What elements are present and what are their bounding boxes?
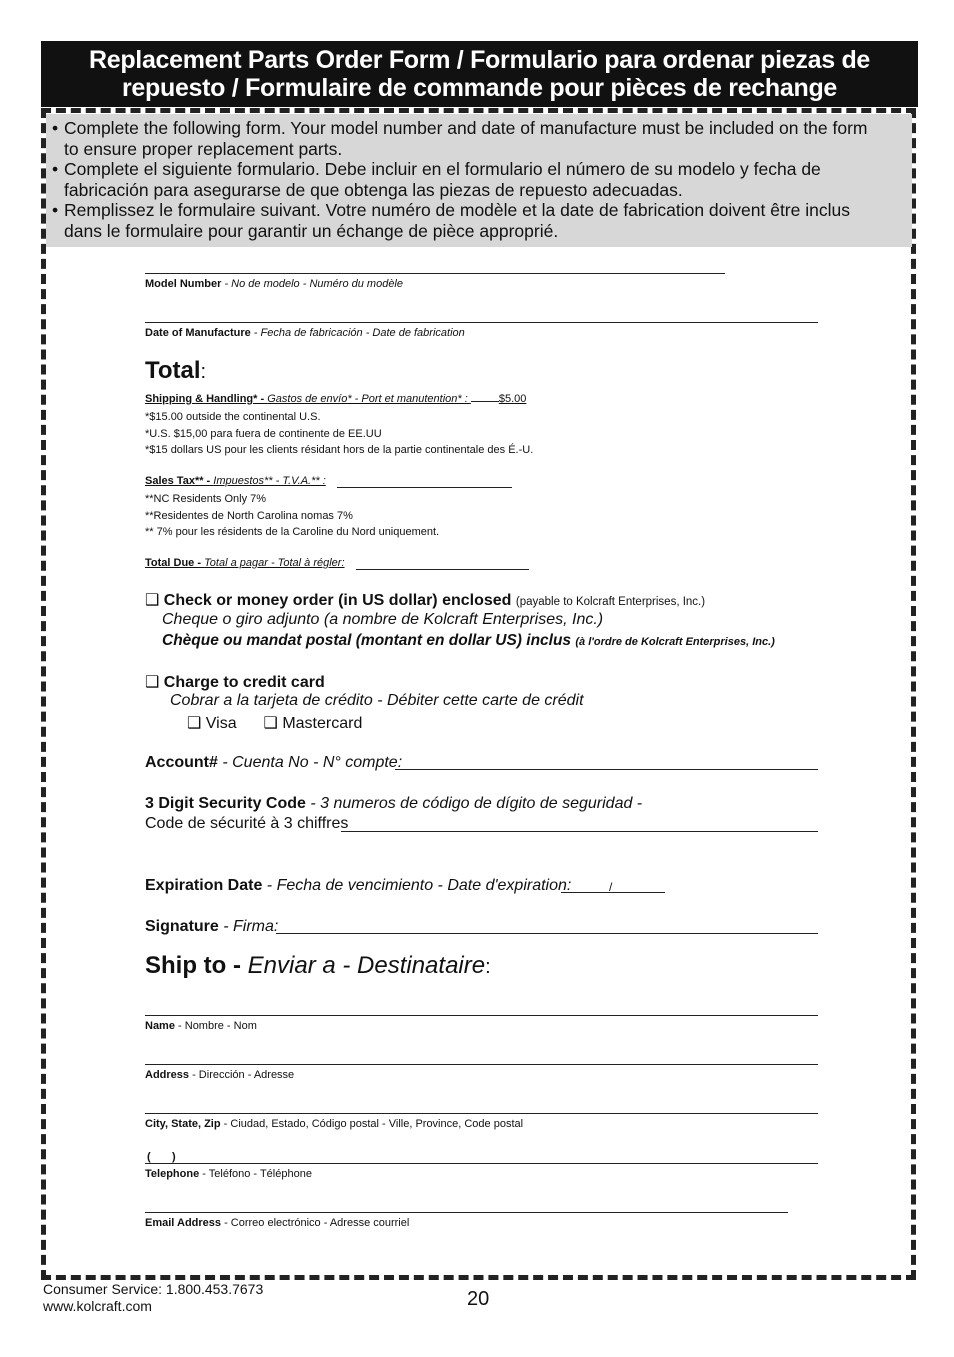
instruction-text: Remplissez le formulaire suivant. Votre numéro de modèle et la date de fabrication doivent être inclus dans le formulaire pour garantir un échange de pièce approprié. [64,200,850,241]
instruction-text: Complete el siguiente formulario. Debe incluir en el formulario el número de su modelo y fecha de fabricación para asegurarse de que obtenga las piezas de repuesto adecuadas. [64,159,821,200]
model-number-label: Model Number - No de modelo - Numéro du modèle [145,278,403,290]
note: **Residentes de North Carolina nomas 7% [145,509,353,522]
check-option[interactable]: ❑ Check or money order (in US dollar) enclosed (payable to Kolcraft Enterprises, Inc.) [145,592,706,609]
name-label: Name - Nombre - Nom [145,1020,257,1032]
city-state-zip-label: City, State, Zip - Ciudad, Estado, Código postal - Ville, Province, Code postal [145,1118,524,1130]
expiration-label: Expiration Date - Fecha de vencimiento - Date d'expiration: [145,877,572,894]
checkbox-icon[interactable]: ❑ [145,674,160,691]
date-of-manufacture-label: Date of Manufacture - Fecha de fabricación - Date de fabrication [145,327,465,339]
instruction-item: • Complete the following form. Your model number and date of manufacture must be included on the form to ensure proper replacement parts. [52,118,882,159]
expiration-field[interactable] [561,892,665,893]
shipping-notes [145,409,533,459]
footer-contact [43,1281,263,1315]
date-of-manufacture-field[interactable] [145,322,818,323]
sales-tax-field[interactable] [337,487,512,488]
total-heading: Total: [145,357,207,384]
security-code-label: 3 Digit Security Code - 3 numeros de código de dígito de seguridad - [145,795,643,812]
mastercard-checkbox[interactable]: ❑ Mastercard [263,715,363,732]
city-state-zip-field[interactable] [145,1113,818,1114]
note: *U.S. $15,00 para fuera de continente de EE.UU [145,427,382,440]
check-option-fr: Chèque ou mandat postal (montant en dollar US) inclus (à l'ordre de Kolcraft Enterprises, Inc.) [162,632,775,649]
credit-card-option[interactable]: ❑ Charge to credit card [145,674,325,691]
total-due-line: Total Due - Total a pagar - Total à régler: [145,557,345,569]
instruction-item: • Complete el siguiente formulario. Debe incluir en el formulario el número de su modelo y fecha de fabricación para asegurarse de que obtenga las piezas de repuesto adecuadas. [52,159,882,200]
telephone-label: Telephone - Teléfono - Téléphone [145,1168,312,1180]
card-type-options [187,713,362,733]
instruction-text: Complete the following form. Your model number and date of manufacture must be included on the form to ensure proper replacement parts. [64,118,868,159]
expiration-slash: / [609,880,613,894]
checkbox-icon[interactable]: ❑ [145,592,160,609]
security-code-field[interactable] [341,831,818,832]
sales-tax-line: Sales Tax** - Impuestos** - T.V.A.** : [145,475,326,487]
telephone-field[interactable] [145,1163,818,1164]
address-field[interactable] [145,1064,818,1065]
website: www.kolcraft.com [43,1298,152,1314]
email-field[interactable] [145,1212,788,1213]
total-due-field[interactable] [356,569,529,570]
signature-field[interactable] [276,933,818,934]
email-label: Email Address - Correo electrónico - Adresse courriel [145,1217,410,1229]
note: *$15.00 outside the continental U.S. [145,411,321,423]
page-number: 20 [467,1288,490,1310]
ship-to-heading: Ship to - Enviar a - Destinataire: [145,952,491,979]
visa-checkbox[interactable]: ❑ Visa [187,715,237,732]
signature-label: Signature - Firma: [145,918,279,935]
account-field[interactable] [395,769,818,770]
model-number-field[interactable] [145,273,725,274]
check-option-es: Cheque o giro adjunto (a nombre de Kolcraft Enterprises, Inc.) [162,611,604,628]
area-code-parens: ( ) [147,1151,176,1163]
security-code-label-fr: Code de sécurité à 3 chiffres [145,815,349,832]
note: **NC Residents Only 7% [145,493,267,505]
shipping-line: Shipping & Handling* - Gastos de envío* - Port et manutention* : $5.00 [145,393,527,405]
account-label: Account# - Cuenta No - N° compte: [145,754,403,771]
page-title: Replacement Parts Order Form / Formulario para ordenar piezas de repuesto / Formulaire de commande pour pièces de rechange [41,41,918,107]
address-label: Address - Dirección - Adresse [145,1069,295,1081]
note: *$15 dollars US pour les clients résidant hors de la partie continentale des É.-U. [145,444,534,456]
credit-card-sub: Cobrar a la tarjeta de crédito - Débiter cette carte de crédit [170,692,584,709]
instructions-list [52,118,882,241]
sales-tax-notes [145,491,439,541]
consumer-service: Consumer Service: 1.800.453.7673 [43,1281,264,1297]
name-field[interactable] [145,1015,818,1016]
note: ** 7% pour les résidents de la Caroline du Nord uniquement. [145,526,440,538]
instruction-item: • Remplissez le formulaire suivant. Votre numéro de modèle et la date de fabrication doivent être inclus dans le formulaire pour garantir un échange de pièce approprié. [52,200,882,241]
